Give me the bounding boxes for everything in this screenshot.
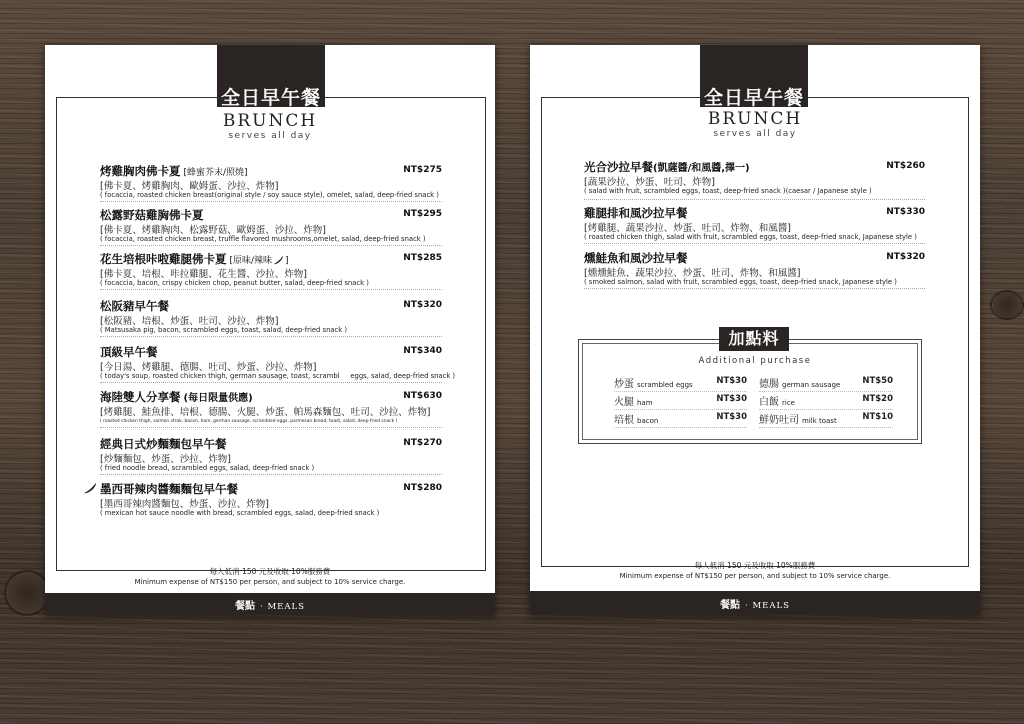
section-tab <box>700 45 808 107</box>
addon-subtitle: Additional purchase <box>698 356 812 366</box>
item-name: 松阪豬早午餐 <box>100 299 169 313</box>
brunch-subheading: serves all day <box>713 129 797 139</box>
menu-item <box>100 481 442 521</box>
addon-title: 加點料 <box>719 327 789 351</box>
item-name: 光合沙拉早餐 <box>584 160 653 174</box>
menu-item <box>100 163 442 202</box>
addon-item <box>614 393 747 410</box>
item-ingredients-zh: [蔬果沙拉、炒蛋、吐司、炸物] <box>584 177 715 188</box>
item-name: 花生培根咔啦雞腿佛卡夏 <box>100 252 227 266</box>
item-ingredients-zh: [今日湯、烤雞腿、德腸、吐司、炒蛋、沙拉、炸物] <box>100 362 317 373</box>
addon-price: NT$30 <box>716 394 747 404</box>
item-name: 海陸雙人分享餐 <box>100 390 181 404</box>
section-title: 全日早午餐 <box>703 87 804 109</box>
addon-name-en: scrambled eggs <box>637 381 693 389</box>
item-price: NT$275 <box>403 165 442 175</box>
footer-note-zh: 每人低消 150 元及收取 10%服務費 <box>209 567 331 576</box>
meals-bar <box>45 593 495 615</box>
item-price: NT$260 <box>886 161 925 171</box>
item-name: 經典日式炒麵麵包早午餐 <box>100 437 227 451</box>
menu-item <box>100 207 442 246</box>
item-ingredients-en: ( Matsusaka pig, bacon, scrambled eggs, toast, salad, deep-fried snack ) <box>100 326 348 334</box>
item-name: 雞腿排和風沙拉早餐 <box>584 206 688 220</box>
item-ingredients-en: ( today's soup, roasted chicken thigh, german sausage, toast, scrambl eggs, salad, deep-fried snack ) <box>100 372 456 380</box>
meals-label-en: · MEALS <box>260 602 305 612</box>
item-ingredients-zh: [佛卡夏、烤雞胸肉、歐姆蛋、沙拉、炸物] <box>100 181 279 192</box>
item-price: NT$280 <box>403 483 442 493</box>
item-name: 頂級早午餐 <box>100 345 158 359</box>
section-title: 全日早午餐 <box>220 87 321 109</box>
addon-name-en: ham <box>637 399 653 407</box>
item-price: NT$630 <box>403 391 442 401</box>
menu-item <box>100 389 442 428</box>
addon-name-en: german sausage <box>782 381 841 389</box>
wood-knot-decoration <box>4 570 50 616</box>
item-name: 松露野菇雞胸佛卡夏 <box>100 208 204 222</box>
item-ingredients-en: ( salad with fruit, scrambled eggs, toast, deep-fried snack )(caesar / Japanese style ) <box>584 187 872 195</box>
item-price: NT$320 <box>886 252 925 262</box>
item-price: NT$320 <box>403 300 442 310</box>
menu-item <box>100 436 442 475</box>
addon-item <box>759 393 893 410</box>
chili-pepper-icon <box>83 482 97 494</box>
item-ingredients-zh: [烤雞腿、鮭魚排、培根、德腸、火腿、炒蛋、帕馬森麵包、吐司、沙拉、炸物] <box>100 407 431 418</box>
menu-item <box>584 250 925 289</box>
addon-item <box>759 411 893 428</box>
menu-item <box>100 298 442 337</box>
menu-item <box>584 159 925 200</box>
section-tab <box>217 45 325 107</box>
addon-name-zh: 白飯 <box>759 397 779 408</box>
item-price: NT$285 <box>403 253 442 263</box>
item-name: 烤雞胸肉佛卡夏 <box>100 164 181 178</box>
item-price: NT$295 <box>403 209 442 219</box>
menu-items-right <box>584 159 925 299</box>
addon-name-en: milk toast <box>802 417 837 425</box>
item-note: [蜂蜜芥末/照燒] <box>183 168 248 178</box>
item-ingredients-en: ( fried noodle bread, scrambled eggs, salad, deep-fried snack ) <box>100 464 315 472</box>
item-note: [原味/辣味 <box>229 256 273 266</box>
brunch-subheading: serves all day <box>228 131 312 141</box>
addon-item <box>614 375 747 392</box>
item-ingredients-zh: [佛卡夏、培根、咔拉雞腿、花生醬、沙拉、炸物] <box>100 269 307 280</box>
addon-item <box>759 375 893 392</box>
item-name: 燻鮭魚和風沙拉早餐 <box>584 251 688 265</box>
addon-item <box>614 411 747 428</box>
meals-bar <box>530 591 980 615</box>
footer-note-en: Minimum expense of NT$150 per person, and subject to 10% service charge. <box>619 572 891 580</box>
item-note-end: ] <box>285 256 289 266</box>
addon-name-zh: 火腿 <box>614 397 634 408</box>
addon-name-zh: 炒蛋 <box>614 379 634 390</box>
menu-page-right <box>530 45 980 615</box>
brunch-heading: BRUNCH <box>222 111 318 131</box>
brunch-heading: BRUNCH <box>707 109 803 129</box>
item-ingredients-zh: [松阪豬、培根、炒蛋、吐司、沙拉、炸物] <box>100 316 279 327</box>
item-ingredients-en: ( roasted chicken thigh, salmon strak, bacon, ham, german sausage, scrambled eggs, parmesan bread, toast, salad, deep-fried snack ) <box>100 419 398 424</box>
item-ingredients-zh: [炒麵麵包、炒蛋、沙拉、炸物] <box>100 454 231 465</box>
menu-item <box>100 344 456 383</box>
addon-name-zh: 德腸 <box>759 379 779 390</box>
item-ingredients-zh: [燻燻鮭魚、蔬果沙拉、炒蛋、吐司、炸物、和風醬] <box>584 268 801 279</box>
addon-name-zh: 鮮奶吐司 <box>759 415 799 426</box>
menu-item <box>584 205 925 244</box>
item-price: NT$270 <box>403 438 442 448</box>
meals-label-zh: 餐點 <box>719 600 740 611</box>
wood-knot-decoration <box>990 290 1024 320</box>
addon-name-en: rice <box>782 399 795 407</box>
item-name: 墨西哥辣肉醬麵麵包早午餐 <box>100 482 238 496</box>
addon-price: NT$30 <box>716 376 747 386</box>
menu-item <box>100 251 442 290</box>
item-ingredients-en: ( focaccia, roasted chicken breast(original style / soy sauce style), omelet, salad, deep-fried snack ) <box>100 191 439 199</box>
addon-price: NT$50 <box>862 376 893 386</box>
item-ingredients-en: ( focaccia, roasted chicken breast, truffle flavored mushrooms,omelet, salad, deep-fried snack ) <box>100 235 426 243</box>
item-ingredients-en: ( mexican hot sauce noodle with bread, scrambled eggs, salad, deep-fried snack ) <box>100 509 380 517</box>
menu-items-left <box>100 163 456 523</box>
item-ingredients-en: ( smoked salmon, salad with fruit, scrambled eggs, toast, deep-fried snack, Japanese style ) <box>584 278 897 286</box>
addon-name-zh: 培根 <box>614 415 634 426</box>
item-price: NT$330 <box>886 207 925 217</box>
footer-note-en: Minimum expense of NT$150 per person, and subject to 10% service charge. <box>134 578 406 586</box>
menu-page-left <box>45 45 495 615</box>
item-ingredients-en: ( focaccia, bacon, crispy chicken chop, peanut butter, salad, deep-fried snack ) <box>100 279 369 287</box>
addon-price: NT$20 <box>862 394 893 404</box>
addon-list-right <box>759 375 893 429</box>
item-ingredients-zh: [烤雞腿、蔬果沙拉、炒蛋、吐司、炸物、和風醬] <box>584 223 791 234</box>
addon-price: NT$30 <box>716 412 747 422</box>
item-ingredients-en: ( roasted chicken thigh, salad with fruit, scrambled eggs, toast, deep-fried snack, Japanese style ) <box>584 233 917 241</box>
addon-list-left <box>614 375 747 429</box>
item-note: (凱薩醬/和風醬,擇一) <box>653 163 750 174</box>
item-ingredients-zh: [佛卡夏、烤雞胸肉、松露野菇、歐姆蛋、沙拉、炸物] <box>100 225 326 236</box>
item-note: (每日限量供應) <box>183 393 253 404</box>
meals-label-zh: 餐點 <box>234 601 255 612</box>
meals-label-en: · MEALS <box>745 601 790 611</box>
footer-note-zh: 每人低消 150 元及收取 10%服務費 <box>694 561 816 570</box>
chili-pepper-icon <box>272 255 284 265</box>
addon-price: NT$10 <box>862 412 893 422</box>
item-price: NT$340 <box>403 346 442 356</box>
addon-name-en: bacon <box>637 417 659 425</box>
item-ingredients-zh: [墨西哥辣肉醬麵包、炒蛋、沙拉、炸物] <box>100 499 269 510</box>
